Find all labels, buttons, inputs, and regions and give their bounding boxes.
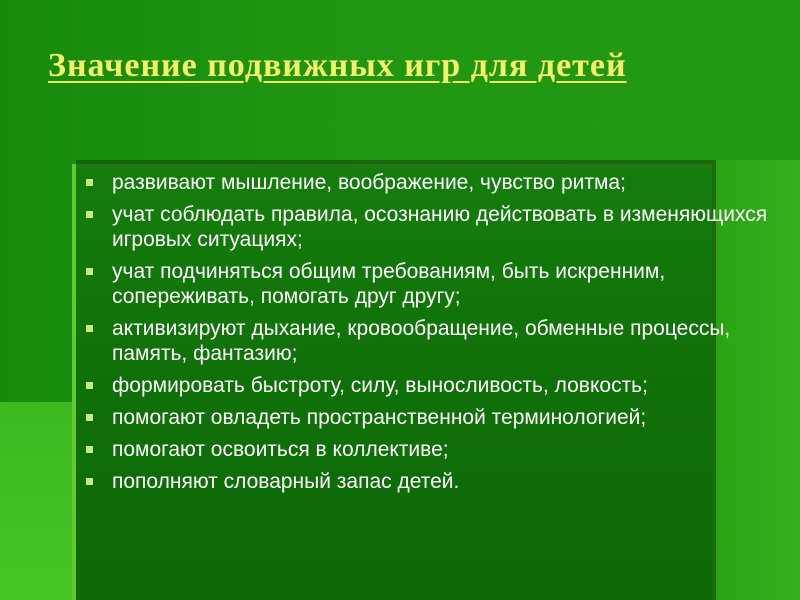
list-item-text: активизируют дыхание, кровообращение, обменные процессы, память, фантазию; <box>112 317 731 365</box>
square-bullet-icon <box>86 268 93 275</box>
list-item-text: развивают мышление, воображение, чувство ритма; <box>112 171 626 194</box>
list-item-text: помогают освоиться в коллективе; <box>112 438 449 461</box>
square-bullet-icon <box>86 414 93 421</box>
list-item <box>84 373 774 398</box>
bullet-list <box>84 170 774 501</box>
list-item-text: учат подчиняться общим требованиям, быть искренним, сопереживать, помогать друг другу; <box>112 260 666 308</box>
list-item <box>84 437 774 462</box>
square-bullet-icon <box>86 325 93 332</box>
list-item <box>84 469 774 494</box>
square-bullet-icon <box>86 179 93 186</box>
square-bullet-icon <box>86 478 93 485</box>
slide-title: Значение подвижных игр для детей <box>48 47 627 84</box>
list-item <box>84 316 774 366</box>
list-item <box>84 170 774 195</box>
square-bullet-icon <box>86 211 93 218</box>
list-item-text: формировать быстроту, силу, выносливость, ловкость; <box>112 374 648 397</box>
list-item <box>84 405 774 430</box>
list-item-text: учат соблюдать правила, осознанию действовать в изменяющихся игровых ситуациях; <box>112 203 768 251</box>
list-item <box>84 259 774 309</box>
list-item-text: пополняют словарный запас детей. <box>112 470 460 493</box>
square-bullet-icon <box>86 446 93 453</box>
list-item-text: помогают овладеть пространственной терминологией; <box>112 406 647 429</box>
square-bullet-icon <box>86 382 93 389</box>
list-item <box>84 202 774 252</box>
